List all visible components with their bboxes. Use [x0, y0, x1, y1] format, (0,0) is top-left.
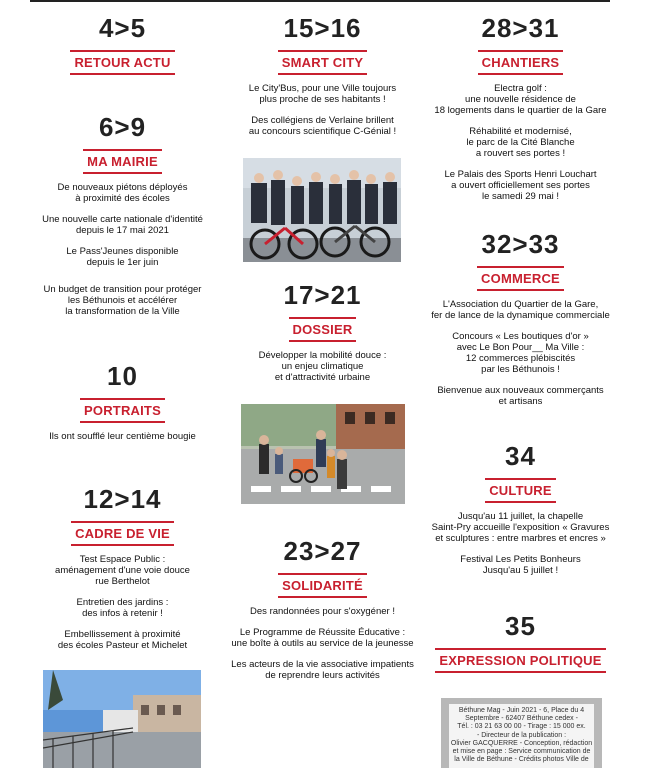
- list-item: Le Pass'Jeunes disponible depuis le 1er juin: [66, 246, 179, 268]
- section-portraits: [30, 362, 215, 452]
- section-culture: [428, 442, 613, 586]
- list-item: Test Espace Public : aménagement d'une voie douce rue Berthelot: [55, 554, 190, 587]
- imprint-box: [441, 698, 602, 768]
- section-solidarite: [230, 537, 415, 691]
- list-item: De nouveaux piétons déployés à proximité des écoles: [57, 182, 188, 204]
- page-numbers: 6>9: [98, 112, 147, 142]
- list-item: Ils ont soufflé leur centième bougie: [49, 431, 196, 442]
- page-numbers: 10: [107, 361, 138, 391]
- page-numbers: 28>31: [481, 13, 560, 43]
- section-smart-city: [230, 14, 415, 147]
- page-numbers: 4>5: [98, 13, 147, 43]
- list-item: L'Association du Quartier de la Gare, fer de lance de la dynamique commerciale: [431, 299, 610, 321]
- page-numbers: 35: [505, 611, 536, 641]
- list-item: Le Programme de Réussite Éducative : une boîte à outils au service de la jeunesse: [231, 627, 414, 649]
- section-title[interactable]: CULTURE: [485, 478, 556, 503]
- section-cadre-de-vie: [30, 485, 215, 661]
- list-item: Développer la mobilité douce : un enjeu climatique et d'attractivité urbaine: [258, 350, 387, 383]
- list-item: Des collégiens de Verlaine brillent au concours scientifique C-Génial !: [248, 115, 397, 137]
- page-numbers: 34: [505, 441, 536, 471]
- section-dossier: [230, 281, 415, 393]
- list-item: Bienvenue aux nouveaux commerçants et artisans: [437, 385, 604, 407]
- list-item: Entretien des jardins : des infos à retenir !: [76, 597, 169, 619]
- list-item: Le City'Bus, pour une Ville toujours plus proche de ses habitants !: [248, 83, 397, 105]
- page-numbers: 15>16: [283, 13, 362, 43]
- list-item: Jusqu'au 11 juillet, la chapelle Saint-Pry accueille l'exposition « Gravures et sculptures : entre marbres et encres »: [431, 511, 610, 544]
- list-item: Une nouvelle carte nationale d'identité depuis le 17 mai 2021: [42, 214, 203, 236]
- list-item: Les acteurs de la vie associative impatients de reprendre leurs activités: [231, 659, 414, 681]
- section-title[interactable]: SMART CITY: [278, 50, 367, 75]
- section-title[interactable]: COMMERCE: [477, 266, 564, 291]
- list-item: Des randonnées pour s'oxygéner !: [250, 606, 395, 617]
- list-item: Réhabilité et modernisé, le parc de la Cité Blanche a rouvert ses portes !: [466, 126, 575, 159]
- page-numbers: 32>33: [481, 229, 560, 259]
- page-numbers: 23>27: [283, 536, 362, 566]
- section-title[interactable]: SOLIDARITÉ: [278, 573, 367, 598]
- section-title[interactable]: PORTRAITS: [80, 398, 165, 423]
- section-title[interactable]: CHANTIERS: [478, 50, 564, 75]
- section-ma-mairie: [30, 113, 215, 327]
- top-rule: [30, 0, 610, 2]
- list-item: Concours « Les boutiques d'or » avec Le Bon Pour__ Ma Ville : 12 commerces plébiscités par les Béthunois !: [452, 331, 589, 375]
- section-commerce: [428, 230, 613, 417]
- list-item: Le Palais des Sports Henri Louchart a ouvert officiellement ses portes le samedi 29 mai !: [444, 169, 597, 202]
- section-chantiers: [428, 14, 613, 212]
- list-item: Festival Les Petits Bonheurs Jusqu'au 5 juillet !: [460, 554, 581, 576]
- page-numbers: 17>21: [283, 280, 362, 310]
- family-cycling-photo: [241, 404, 405, 504]
- section-expression-politique: [428, 612, 613, 673]
- section-title[interactable]: RETOUR ACTU: [70, 50, 174, 75]
- section-title[interactable]: EXPRESSION POLITIQUE: [435, 648, 605, 673]
- street-fence-photo: [43, 670, 201, 768]
- students-with-bikes-photo: [243, 158, 401, 262]
- section-retour-actu: [30, 14, 215, 75]
- section-title[interactable]: MA MAIRIE: [83, 149, 162, 174]
- page-numbers: 12>14: [83, 484, 162, 514]
- list-item: Un budget de transition pour protéger les Béthunois et accélérer la transformation de la Ville: [43, 284, 202, 317]
- list-item: Electra golf : une nouvelle résidence de 18 logements dans le quartier de la Gare: [434, 83, 607, 116]
- list-item: Embellissement à proximité des écoles Pasteur et Michelet: [57, 629, 188, 651]
- section-title[interactable]: DOSSIER: [289, 317, 357, 342]
- imprint-text: Béthune Mag - Juin 2021 - 6, Place du 4 Septembre - 62407 Béthune cedex - Tél. : 03 21 63 00 00 - Tirage : 15 000 ex. - Directeur de la publication : Olivier GACQUERRE - Conception, rédaction et mise en page : Service communication de la Ville de Béthune - Crédits photos Ville de: [449, 704, 594, 768]
- section-title[interactable]: CADRE DE VIE: [71, 521, 174, 546]
